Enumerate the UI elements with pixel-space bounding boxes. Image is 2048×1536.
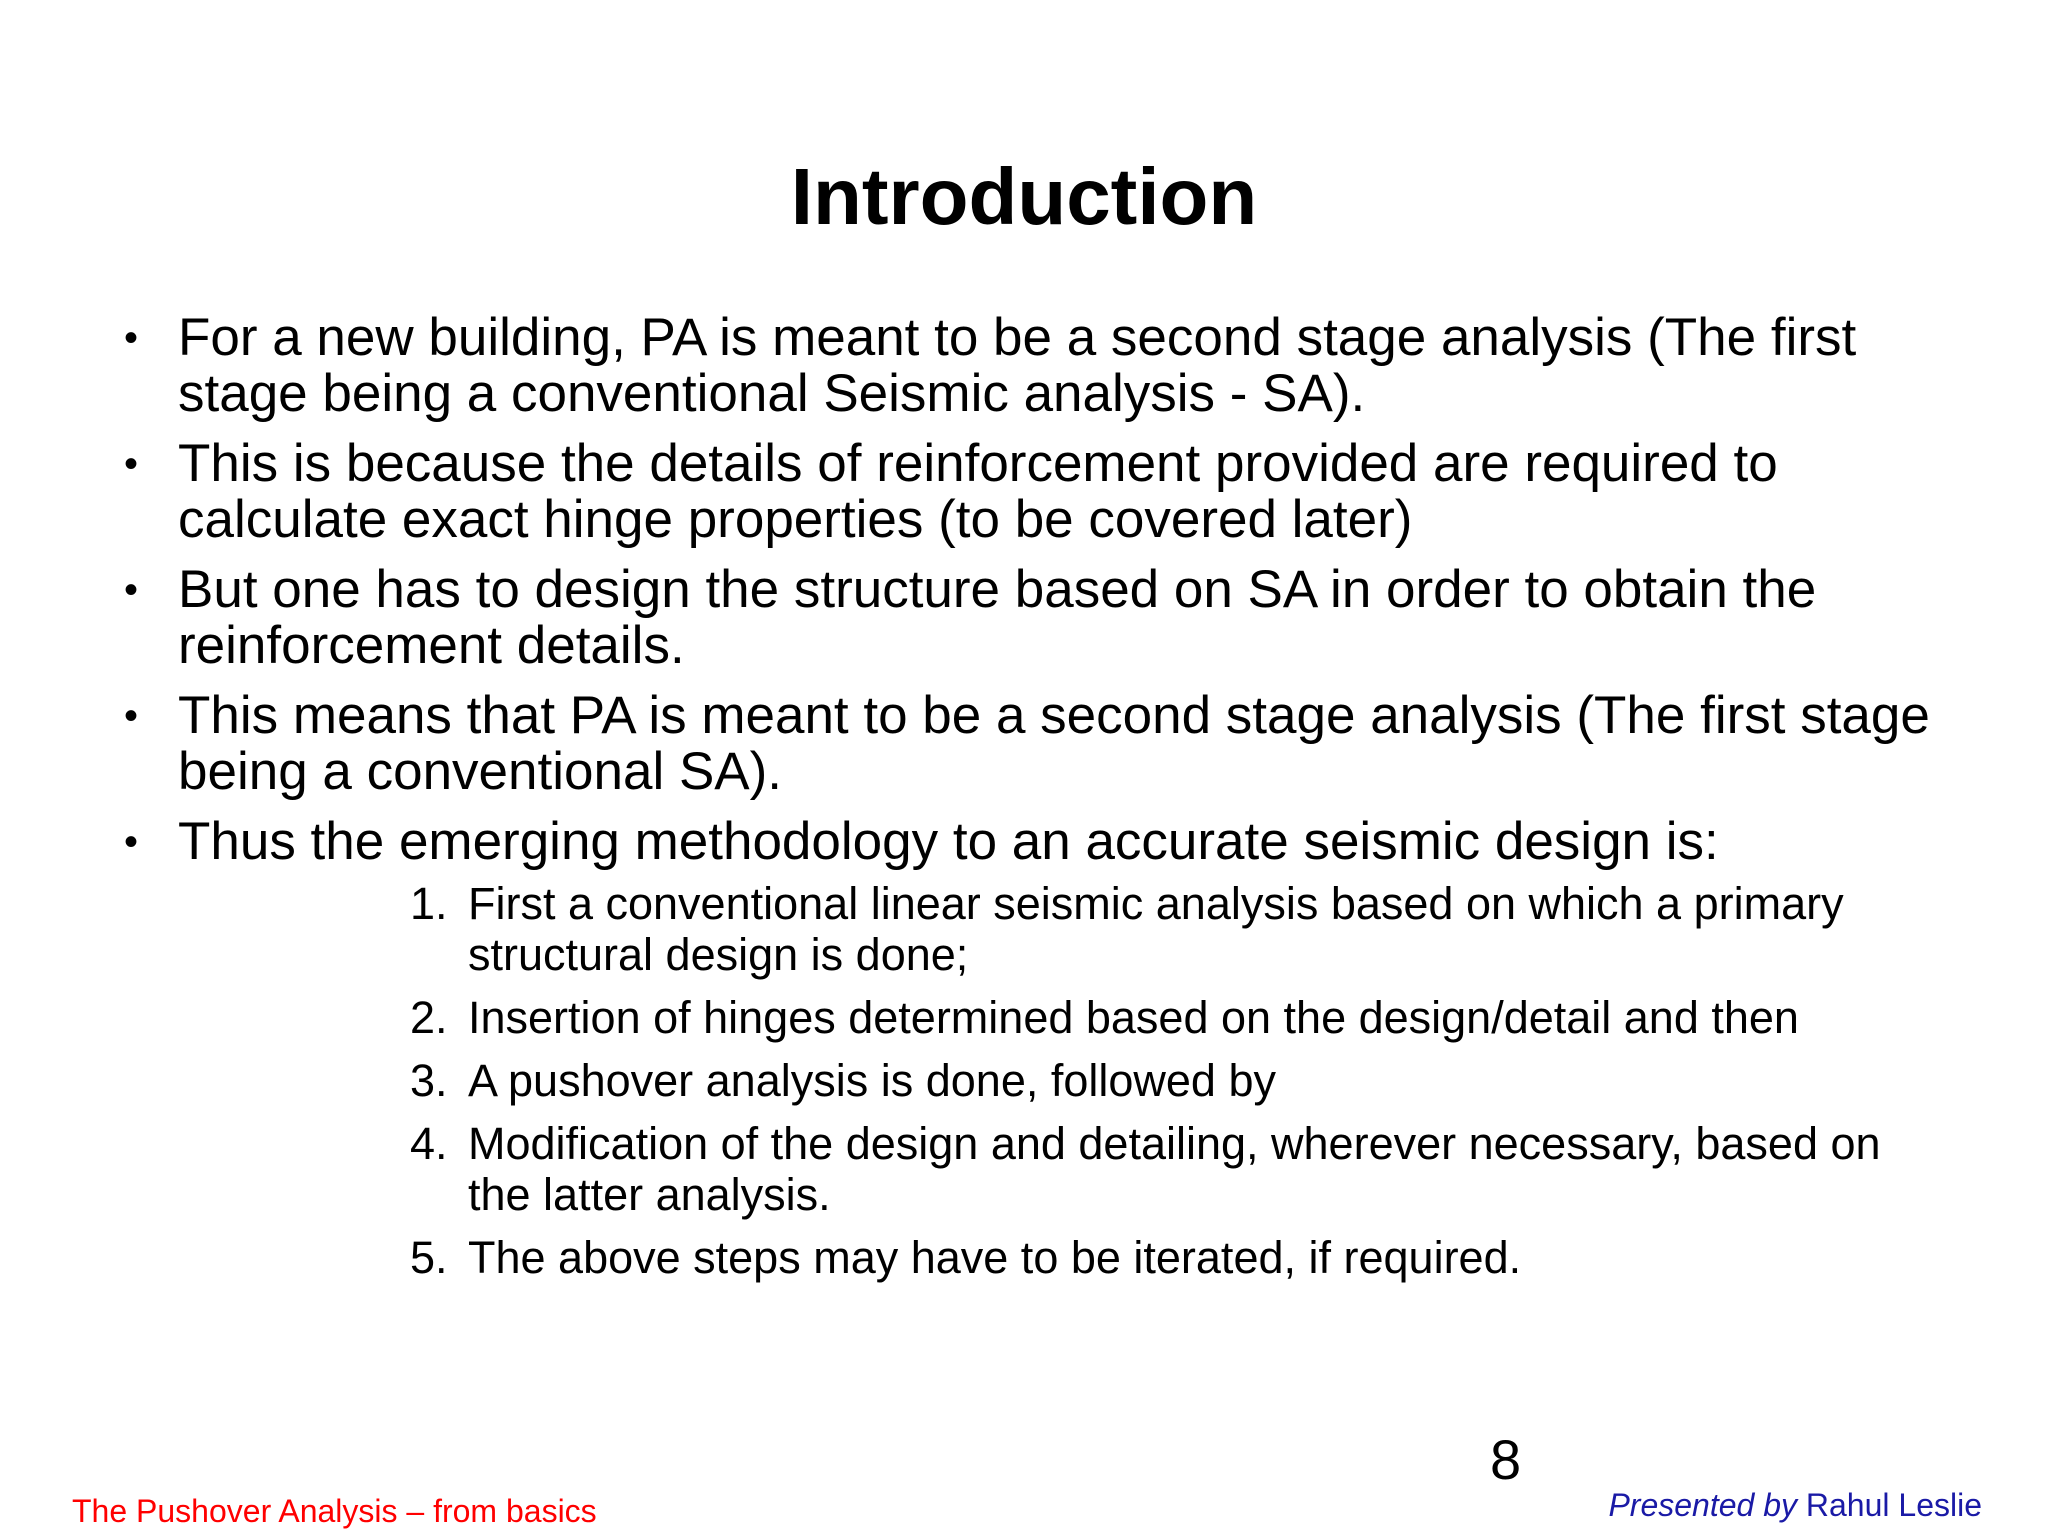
bullet-text: For a new building, PA is meant to be a second stage analysis (The first stage being a conventional Seismic analysis - SA). [178, 308, 1857, 423]
bullet-text: This is because the details of reinforcement provided are required to calculate exact hinge properties (to be covered later) [178, 434, 1778, 549]
step-item [178, 1055, 1944, 1106]
bullet-text: But one has to design the structure based on SA in order to obtain the reinforcement details. [178, 560, 1817, 675]
bullet-item [124, 688, 1944, 800]
step-text: A pushover analysis is done, followed by [468, 1055, 1276, 1106]
step-number: 2. [410, 992, 448, 1043]
step-text: The above steps may have to be iterated, if required. [468, 1232, 1522, 1283]
step-number: 5. [410, 1232, 448, 1283]
slide-title: Introduction [790, 152, 1258, 241]
bullet-icon: • [124, 694, 139, 738]
footer-presentation-title: The Pushover Analysis – from basics [72, 1493, 597, 1529]
step-number: 3. [410, 1055, 448, 1106]
bullet-icon: • [124, 316, 139, 360]
bullet-item [124, 310, 1944, 422]
bullet-item [124, 562, 1944, 674]
step-item [178, 1232, 1944, 1283]
footer-presenter [1608, 1486, 1982, 1524]
step-text: Insertion of hinges determined based on the design/detail and then [468, 992, 1799, 1043]
step-text: Modification of the design and detailing, wherever necessary, based on the latter analysis. [468, 1118, 1881, 1220]
bullet-icon: • [124, 442, 139, 486]
step-item [178, 1118, 1944, 1220]
page-number: 8 [1490, 1428, 1522, 1491]
bullet-item [124, 814, 1944, 1283]
step-item [178, 992, 1944, 1043]
step-item [178, 878, 1944, 980]
bullet-list [124, 310, 1944, 1297]
step-list [178, 878, 1944, 1283]
bullet-text: This means that PA is meant to be a second stage analysis (The first stage being a conventional SA). [178, 686, 1930, 801]
footer-presented-by-label: Presented by [1608, 1487, 1797, 1523]
footer-presenter-name: Rahul Leslie [1805, 1487, 1982, 1523]
bullet-item [124, 436, 1944, 548]
bullet-icon: • [124, 820, 139, 864]
bullet-icon: • [124, 568, 139, 612]
step-number: 4. [410, 1118, 448, 1169]
step-text: First a conventional linear seismic analysis based on which a primary structural design is done; [468, 878, 1844, 980]
step-number: 1. [410, 878, 448, 929]
bullet-text: Thus the emerging methodology to an accurate seismic design is: [178, 812, 1719, 871]
